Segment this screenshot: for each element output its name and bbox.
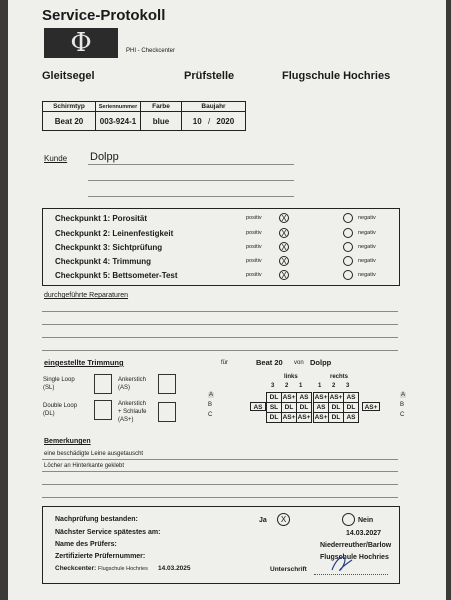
next-service-label: Nächster Service spätestes am: (55, 529, 161, 536)
trim-cell: DL (329, 403, 344, 413)
kunde-line-2 (88, 180, 294, 181)
trim-cell: AS (314, 403, 329, 413)
passed-label: Nachprüfung bestanden: (55, 516, 138, 523)
trimming-von: von (294, 360, 304, 366)
positiv-checkbox[interactable]: X (279, 213, 289, 223)
positiv-checkbox[interactable]: X (279, 242, 289, 252)
trim-table-right (313, 392, 359, 423)
trim-table-left (266, 392, 312, 423)
trim-cell: AS+ (314, 394, 328, 401)
outer-right-cell: AS+ (362, 402, 380, 411)
remarks-line (42, 471, 398, 472)
outer-left-cell: AS (250, 402, 266, 411)
anchor-hitch-icon (158, 374, 176, 394)
trim-cell: AS (344, 413, 359, 423)
negativ-checkbox[interactable] (343, 270, 353, 280)
signature-label: Unterschrift (270, 566, 307, 573)
kunde-name: Dolpp (90, 151, 119, 163)
line-number: 2 (332, 383, 336, 389)
row-letter-c: C (400, 412, 405, 418)
remarks-label: Bemerkungen (44, 438, 91, 445)
trimming-fuer: für (221, 360, 229, 366)
positiv-label: positiv (246, 230, 262, 236)
trim-cell: DL (267, 413, 282, 423)
trim-cell: AS+ (282, 394, 296, 401)
remarks-line (42, 497, 398, 498)
anchor-hitch-label: Ankerstich (AS) (118, 377, 147, 392)
nein-checkbox[interactable] (342, 513, 355, 526)
row-letter-a: A (401, 392, 406, 398)
header-col-gleitsegel: Gleitsegel (42, 70, 95, 82)
checkcenter-footer-date: 14.03.2025 (158, 565, 191, 572)
remarks-line (42, 484, 398, 485)
glider-serial: 003-924-1 (96, 112, 141, 131)
negativ-checkbox[interactable] (343, 228, 353, 238)
glider-header-type: Schirmtyp (43, 102, 96, 112)
positiv-checkbox[interactable]: X (279, 228, 289, 238)
kunde-label: Kunde (44, 154, 68, 163)
negativ-label: negativ (358, 244, 376, 250)
checkpoint-label: Checkpunkt 3: Sichtprüfung (55, 243, 163, 252)
remarks-text-2: Löcher an Hinterkante geklebt (44, 463, 125, 469)
double-loop-icon (94, 400, 112, 420)
checkpoint-label: Checkpunkt 5: Bettsometer-Test (55, 271, 178, 280)
trim-cell: AS+ (297, 414, 311, 421)
positiv-checkbox[interactable]: X (279, 256, 289, 266)
date-separator: / (207, 116, 211, 126)
glider-header-color: Farbe (141, 102, 182, 112)
next-service-date: 14.03.2027 (346, 530, 382, 537)
phi-logo (44, 28, 118, 58)
trim-cell: DL (344, 403, 359, 413)
line-number: 1 (299, 383, 303, 389)
rechts-label: rechts (330, 374, 349, 380)
repairs-label: durchgeführte Reparaturen (44, 292, 129, 299)
negativ-label: negativ (358, 230, 376, 236)
trim-cell: AS+ (314, 414, 328, 421)
ja-label: Ja (259, 517, 267, 524)
signature-scribble (326, 552, 356, 574)
glider-type: Beat 20 (43, 112, 96, 131)
phi-logo-icon: Φ (70, 28, 92, 58)
trim-cell: AS (344, 393, 359, 403)
signature-line (314, 574, 388, 575)
positiv-label: positiv (246, 272, 262, 278)
row-letter-b: B (208, 402, 213, 408)
row-letter-a: A (209, 392, 214, 398)
trimming-owner: Dolpp (310, 358, 332, 367)
trim-cell: AS+ (282, 414, 296, 421)
trimming-label: eingestellte Trimmung (44, 358, 124, 367)
glider-table (42, 101, 246, 131)
line-number: 2 (285, 383, 289, 389)
glider-year: 2020 (216, 116, 235, 126)
ja-checkbox[interactable]: X (277, 513, 290, 526)
negativ-label: negativ (358, 258, 376, 264)
row-letter-c: C (208, 412, 213, 418)
trim-cell: DL (282, 403, 297, 413)
glider-color: blue (141, 112, 182, 131)
remarks-line (42, 459, 398, 460)
remarks-text-1: eine beschädigte Leine ausgetauscht (44, 451, 144, 457)
double-loop-label: Double Loop (DL) (43, 403, 78, 418)
trim-cell: AS+ (329, 394, 343, 401)
repairs-line (42, 337, 398, 338)
row-letter-b: B (400, 402, 405, 408)
negativ-checkbox[interactable] (343, 256, 353, 266)
glider-header-serial: Seriennummer (96, 102, 141, 112)
checkcenter-label: PHI - Checkcenter (126, 48, 176, 54)
negativ-checkbox[interactable] (343, 213, 353, 223)
single-loop-label: Single Loop (SL) (43, 377, 75, 392)
service-protocol-page (8, 0, 446, 600)
negativ-label: negativ (358, 215, 376, 221)
line-number: 1 (318, 383, 322, 389)
kunde-line-3 (88, 196, 294, 197)
cert-number: Flugschule Hochries (320, 554, 389, 561)
trim-cell: DL (329, 413, 344, 423)
repairs-line (42, 324, 398, 325)
positiv-checkbox[interactable]: X (279, 270, 289, 280)
checkcenter-footer-name: Flugschule Hochries (98, 566, 148, 572)
negativ-label: negativ (358, 272, 376, 278)
line-number: 3 (346, 383, 350, 389)
checkpoint-label: Checkpunkt 1: Porosität (55, 214, 148, 223)
repairs-line (42, 311, 398, 312)
trim-cell: SL (267, 403, 282, 413)
inspector-label: Name des Prüfers: (55, 541, 117, 548)
positiv-label: positiv (246, 244, 262, 250)
checkcenter-footer-label: Checkcenter: (55, 565, 97, 572)
positiv-label: positiv (246, 258, 262, 264)
page-title: Service-Protokoll (42, 7, 166, 24)
trim-cell: DL (297, 403, 312, 413)
nein-label: Nein (358, 517, 374, 524)
trim-cell: DL (267, 393, 282, 403)
trimming-model: Beat 20 (256, 358, 283, 367)
line-number: 3 (271, 383, 275, 389)
glider-header-year: Baujahr (182, 102, 246, 112)
checkpoint-label: Checkpunkt 4: Trimmung (55, 257, 152, 266)
anchor-hitch-loop-label: Ankerstich + Schlaufe (AS+) (118, 401, 147, 424)
inspector-name: Niederreuther/Barlow (320, 542, 392, 549)
kunde-line-1 (88, 164, 294, 165)
links-label: links (284, 374, 298, 380)
negativ-checkbox[interactable] (343, 242, 353, 252)
header-col-flugschule: Flugschule Hochries (282, 70, 391, 82)
glider-month: 10 (192, 116, 202, 126)
checkpoint-label: Checkpunkt 2: Leinenfestigkeit (55, 229, 174, 238)
single-loop-icon (94, 374, 112, 394)
glider-build-date (182, 112, 246, 131)
cert-number-label: Zertifizierte Prüfernummer: (55, 553, 146, 560)
trim-cell: AS (297, 393, 312, 403)
header-col-pruefstelle: Prüfstelle (184, 70, 235, 82)
positiv-label: positiv (246, 215, 262, 221)
repairs-line (42, 350, 398, 351)
anchor-hitch-loop-icon (158, 402, 176, 422)
